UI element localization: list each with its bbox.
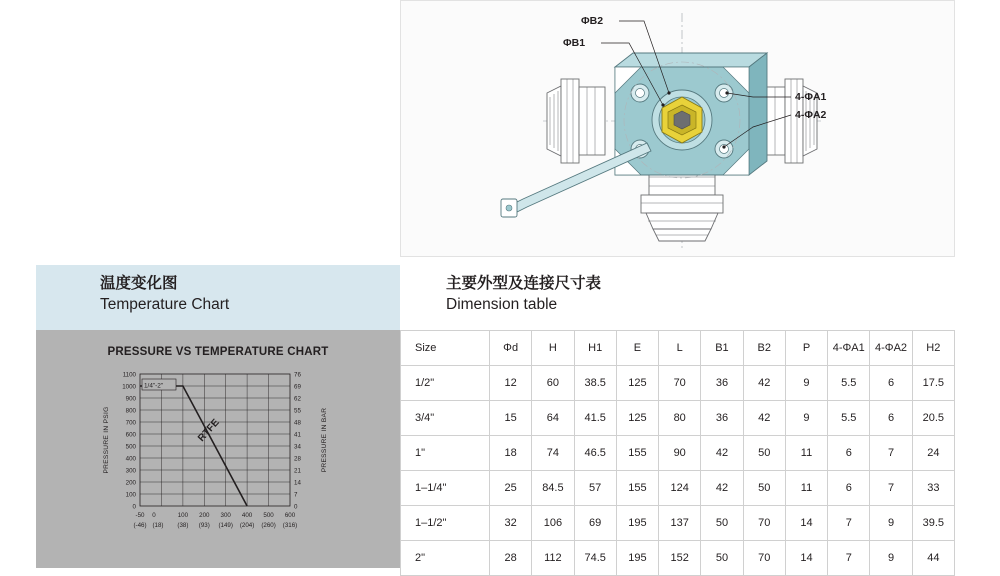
svg-text:800: 800 [125,407,136,415]
cell-b2: 50 [743,436,785,471]
svg-text:(204): (204) [239,522,255,529]
svg-text:41: 41 [294,431,301,439]
svg-text:500: 500 [125,443,136,451]
svg-text:(18): (18) [152,522,164,529]
cell-h1: 41.5 [574,401,616,436]
svg-text:(260): (260) [261,522,276,529]
cell-e: 195 [616,506,658,541]
dimension-table [400,330,955,576]
x-axis-celsius [133,522,297,529]
cell-h: 74 [532,436,574,471]
temperature-chart-title-cn: 温度变化图 [100,275,178,292]
svg-text:(93): (93) [198,522,210,529]
svg-text:21: 21 [294,467,301,475]
svg-text:76: 76 [294,371,301,379]
cell-e: 195 [616,541,658,576]
col-a1: 4-ΦA1 [828,331,870,366]
cell-l: 80 [659,401,701,436]
cell-l: 124 [659,471,701,506]
cell-h2: 17.5 [912,366,954,401]
cell-phi-d: 28 [490,541,532,576]
svg-text:28: 28 [294,455,301,463]
temperature-chart-title-en: Temperature Chart [100,296,230,313]
svg-text:300: 300 [220,512,231,519]
left-body [547,79,605,163]
cell-b2: 50 [743,471,785,506]
cell-h1: 74.5 [574,541,616,576]
cell-h2: 20.5 [912,401,954,436]
y-axis-left [122,372,136,511]
svg-text:600: 600 [284,512,296,519]
cell-b1: 42 [701,436,743,471]
cell-h1: 57 [574,471,616,506]
cell-h: 60 [532,366,574,401]
svg-text:7: 7 [294,491,298,499]
svg-text:200: 200 [125,479,136,487]
stem-boss [652,90,712,150]
svg-text:600: 600 [125,431,136,439]
cell-a2: 9 [870,541,912,576]
valve-drawing [401,1,954,256]
phi-b2-label: ΦB2 [581,15,604,27]
cell-a2: 7 [870,436,912,471]
col-size: Size [401,331,490,366]
cell-e: 155 [616,436,658,471]
cell-a1: 5.5 [828,401,870,436]
cell-h2: 24 [912,436,954,471]
svg-text:55: 55 [294,407,301,415]
svg-text:0: 0 [294,503,298,511]
col-phi-d: Φd [490,331,532,366]
cell-b2: 42 [743,366,785,401]
table-row [401,506,955,541]
table-row [401,471,955,506]
svg-text:1100: 1100 [122,371,136,379]
cell-h1: 69 [574,506,616,541]
svg-text:34: 34 [294,443,301,451]
svg-text:0: 0 [152,512,156,519]
cell-b1: 42 [701,471,743,506]
col-e: E [616,331,658,366]
cell-p: 14 [785,541,827,576]
svg-text:(316): (316) [282,522,298,529]
technical-drawing-panel [400,0,955,257]
cell-a1: 5.5 [828,366,870,401]
table-row [401,401,955,436]
cell-e: 125 [616,366,658,401]
table-row [401,366,955,401]
cell-size: 3/4" [401,401,490,436]
cell-l: 90 [659,436,701,471]
cell-a1: 7 [828,506,870,541]
svg-text:400: 400 [241,512,253,519]
cell-phi-d: 18 [490,436,532,471]
cell-h2: 39.5 [912,506,954,541]
plot-area [140,374,290,506]
col-b1: B1 [701,331,743,366]
cell-p: 11 [785,471,827,506]
bottom-outlet [641,169,723,241]
cell-e: 155 [616,471,658,506]
svg-text:400: 400 [125,455,136,463]
cell-p: 14 [785,506,827,541]
cell-l: 152 [659,541,701,576]
table-header-row [401,331,955,366]
cell-phi-d: 12 [490,366,532,401]
cell-b2: 42 [743,401,785,436]
svg-text:700: 700 [125,419,136,427]
svg-text:1000: 1000 [122,383,136,391]
cell-a2: 9 [870,506,912,541]
cell-a1: 7 [828,541,870,576]
svg-text:500: 500 [263,512,274,519]
col-a2: 4-ΦA2 [870,331,912,366]
dimension-table-header [400,265,955,330]
cell-h: 84.5 [532,471,574,506]
cell-b1: 50 [701,541,743,576]
size-note-label: 1/4"-2" [144,382,164,390]
series-label-rtfe: RTFE [196,417,222,445]
y-axis-right [294,372,301,511]
temperature-chart-header [36,265,400,330]
cell-size: 1/2" [401,366,490,401]
cell-size: 1–1/4" [401,471,490,506]
cell-size: 2" [401,541,490,576]
cell-h2: 33 [912,471,954,506]
cell-h2: 44 [912,541,954,576]
cell-p: 9 [785,366,827,401]
cell-e: 125 [616,401,658,436]
chart-title: PRESSURE VS TEMPERATURE CHART [107,346,329,358]
y-axis-right-title: PRESSURE IN BAR [321,407,328,473]
cell-a1: 6 [828,471,870,506]
col-p: P [785,331,827,366]
table-row [401,436,955,471]
cell-size: 1" [401,436,490,471]
cell-b1: 36 [701,401,743,436]
svg-text:(38): (38) [177,522,189,529]
cell-b2: 70 [743,506,785,541]
cell-a2: 7 [870,471,912,506]
svg-text:200: 200 [199,512,210,519]
svg-text:48: 48 [294,419,301,427]
cell-b1: 50 [701,506,743,541]
svg-text:-50: -50 [135,512,145,519]
cell-p: 9 [785,401,827,436]
cell-phi-d: 15 [490,401,532,436]
svg-text:0: 0 [132,503,136,511]
col-b2: B2 [743,331,785,366]
table-row [401,541,955,576]
cell-b2: 70 [743,541,785,576]
dimension-table-title-cn: 主要外型及连接尺寸表 [446,275,602,292]
y-axis-left-title: PRESSURE IN PSIG [103,406,110,474]
temperature-chart-block [36,330,400,568]
svg-text:900: 900 [125,395,136,403]
cell-l: 70 [659,366,701,401]
svg-text:14: 14 [294,479,301,487]
svg-text:100: 100 [177,512,189,519]
phi-b1-label: ΦB1 [563,37,586,49]
svg-text:100: 100 [125,491,136,499]
cell-b1: 36 [701,366,743,401]
cell-phi-d: 32 [490,506,532,541]
pressure-temperature-chart [94,366,346,554]
col-h2: H2 [912,331,954,366]
four-phi-a1-label: 4-ΦA1 [795,91,827,103]
cell-size: 1–1/2" [401,506,490,541]
cell-h: 64 [532,401,574,436]
cell-a1: 6 [828,436,870,471]
cell-p: 11 [785,436,827,471]
cell-a2: 6 [870,401,912,436]
svg-text:300: 300 [125,467,136,475]
svg-text:(149): (149) [218,522,233,529]
cell-l: 137 [659,506,701,541]
cell-a2: 6 [870,366,912,401]
cell-h1: 38.5 [574,366,616,401]
cell-h1: 46.5 [574,436,616,471]
svg-text:62: 62 [294,395,301,403]
cell-phi-d: 25 [490,471,532,506]
col-h: H [532,331,574,366]
x-axis-fahrenheit [136,512,296,519]
col-h1: H1 [574,331,616,366]
svg-text:69: 69 [294,383,301,391]
dimension-table-wrap [400,330,955,568]
col-l: L [659,331,701,366]
cell-h: 106 [532,506,574,541]
four-phi-a2-label: 4-ΦA2 [795,109,827,121]
dimension-table-title-en: Dimension table [446,296,558,313]
cell-h: 112 [532,541,574,576]
svg-text:(-46): (-46) [133,522,147,529]
